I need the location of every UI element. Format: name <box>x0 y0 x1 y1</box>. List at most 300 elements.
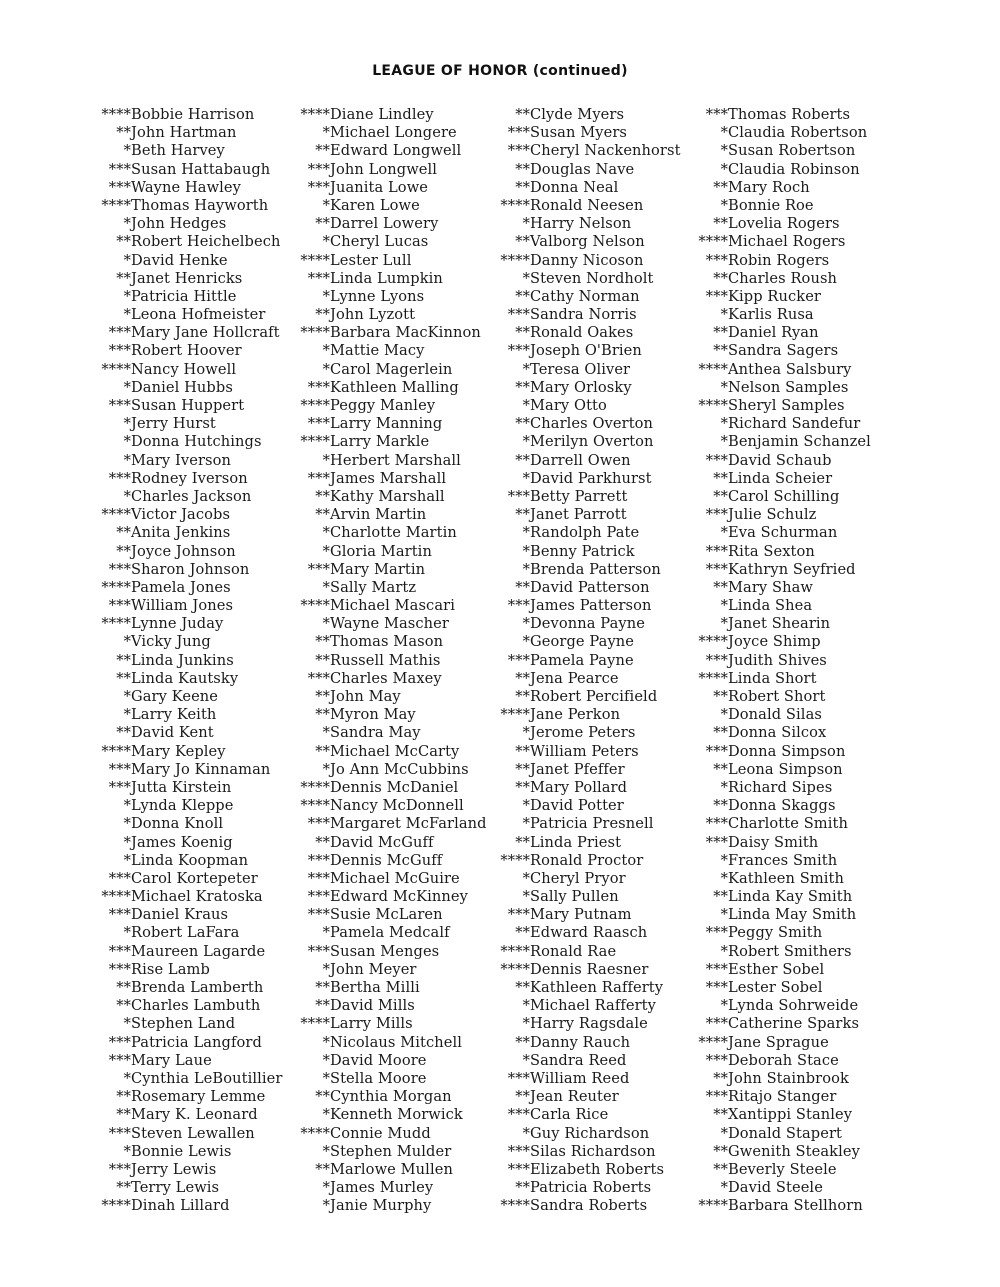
honor-stars: *** <box>507 1160 530 1178</box>
honor-stars: * <box>720 869 728 887</box>
honor-list-item <box>93 652 282 670</box>
honor-name: Rodney Iverson <box>131 469 248 487</box>
honor-name: Patricia Hittle <box>131 287 237 305</box>
honor-stars: * <box>322 124 330 142</box>
honor-stars: *** <box>705 815 728 833</box>
honor-list-item <box>690 470 871 488</box>
honor-list-item <box>93 215 282 233</box>
honor-name: Kathy Marshall <box>330 487 445 505</box>
honor-list-item <box>93 797 282 815</box>
honor-stars: *** <box>307 888 330 906</box>
honor-name: Donald Silas <box>728 706 822 724</box>
honor-list-item <box>292 1106 487 1124</box>
honor-name: John May <box>330 688 401 705</box>
honor-name: Sharon Johnson <box>131 560 250 578</box>
honor-stars: * <box>322 451 330 469</box>
honor-stars: *** <box>108 1124 131 1142</box>
honor-stars: ** <box>315 651 330 669</box>
honor-list-item <box>690 488 871 506</box>
honor-stars: **** <box>300 433 330 451</box>
honor-list-item <box>492 270 681 288</box>
honor-name: Sally Pullen <box>530 888 619 906</box>
honor-stars: **** <box>698 360 728 378</box>
honor-list-item <box>292 1088 487 1106</box>
honor-list-item <box>492 342 681 360</box>
honor-name: Harry Nelson <box>530 215 632 233</box>
honor-stars: ** <box>315 997 330 1015</box>
honor-stars: ** <box>515 578 530 596</box>
honor-stars: **** <box>300 1124 330 1142</box>
honor-name: Kathleen Smith <box>728 869 845 887</box>
honor-list-item <box>492 1197 681 1215</box>
honor-list-item <box>93 906 282 924</box>
honor-list-item <box>292 270 487 288</box>
honor-name: Sandra Reed <box>530 1051 627 1069</box>
honor-name: Robert Short <box>728 688 826 705</box>
honor-stars: ** <box>116 1179 131 1197</box>
honor-list-item <box>492 106 681 124</box>
honor-stars: * <box>123 287 131 305</box>
honor-name: Michael McCarty <box>330 742 460 760</box>
honor-list-item <box>690 688 871 706</box>
honor-stars: **** <box>300 1015 330 1033</box>
honor-name: Donna Skaggs <box>728 797 836 815</box>
honor-list-item <box>292 688 487 706</box>
honor-stars: *** <box>307 415 330 433</box>
honor-list-item <box>492 1106 681 1124</box>
honor-name: Maureen Lagarde <box>131 942 266 960</box>
honor-list-item <box>93 342 282 360</box>
honor-name: Donna Hutchings <box>131 433 262 451</box>
honor-stars: *** <box>108 1160 131 1178</box>
honor-list-item <box>690 924 871 942</box>
honor-stars: ** <box>713 215 728 233</box>
honor-stars: ** <box>713 888 728 906</box>
honor-list-item <box>690 361 871 379</box>
honor-stars: * <box>123 924 131 942</box>
honor-stars: *** <box>108 778 131 796</box>
honor-stars: **** <box>101 106 131 123</box>
honor-name: John Lyzott <box>330 306 416 324</box>
honor-name: Carol Magerlein <box>330 360 453 378</box>
honor-stars: ** <box>713 724 728 742</box>
honor-name: Gloria Martin <box>330 542 432 560</box>
honor-name: Sally Martz <box>330 578 417 596</box>
honor-list-item <box>492 779 681 797</box>
honor-stars: ** <box>116 124 131 142</box>
honor-name: Danny Rauch <box>530 1033 631 1051</box>
honor-name: Edward Raasch <box>530 924 648 942</box>
honor-stars: ** <box>515 1088 530 1106</box>
honor-name: Mary Roch <box>728 178 810 196</box>
honor-name: Sandra May <box>330 724 421 742</box>
honor-list-item <box>492 906 681 924</box>
honor-list-item <box>690 979 871 997</box>
honor-stars: * <box>322 760 330 778</box>
honor-stars: * <box>322 233 330 251</box>
honor-name: Joseph O'Brien <box>530 342 642 360</box>
honor-list-item <box>292 797 487 815</box>
honor-name: Jutta Kirstein <box>131 778 232 796</box>
honor-list-item <box>93 1179 282 1197</box>
honor-list-item <box>93 706 282 724</box>
honor-name: Charles Jackson <box>131 487 252 505</box>
honor-stars: ** <box>315 506 330 524</box>
honor-name: Janet Pfeffer <box>530 760 625 778</box>
honor-name: Darrel Lowery <box>330 215 439 233</box>
honor-name: Myron May <box>330 706 416 724</box>
honor-list-item <box>292 615 487 633</box>
honor-stars: *** <box>705 1015 728 1033</box>
honor-name: Douglas Nave <box>530 160 635 178</box>
honor-name: Nicolaus Mitchell <box>330 1033 463 1051</box>
honor-list-item <box>93 1015 282 1033</box>
honor-list-item <box>492 124 681 142</box>
honor-name: Silas Richardson <box>530 1142 656 1160</box>
honor-list-item <box>690 379 871 397</box>
honor-name: Lynne Lyons <box>330 287 425 305</box>
honor-name: Pamela Payne <box>530 651 634 669</box>
honor-list-item <box>93 433 282 451</box>
honor-list-item <box>492 761 681 779</box>
honor-stars: *** <box>705 979 728 996</box>
honor-stars: *** <box>705 542 728 560</box>
honor-name: Margaret McFarland <box>330 815 487 833</box>
honor-name: Lynne Juday <box>131 615 224 633</box>
honor-list-item <box>93 379 282 397</box>
honor-list-item <box>292 943 487 961</box>
honor-name: Susan Huppert <box>131 397 245 414</box>
honor-name: Janie Murphy <box>330 1197 432 1215</box>
honor-name: David McGuff <box>330 833 434 851</box>
honor-list-item <box>93 1088 282 1106</box>
honor-name: Dennis McDaniel <box>330 778 459 796</box>
honor-list-item <box>492 834 681 852</box>
honor-name: Edward Longwell <box>330 142 462 160</box>
honor-name: Robert Hoover <box>131 342 242 360</box>
honor-stars: ** <box>116 651 131 669</box>
honor-list-item <box>93 1197 282 1215</box>
honor-name: Cheryl Pryor <box>530 869 626 887</box>
honor-name: James Marshall <box>330 469 447 487</box>
honor-name: Anita Jenkins <box>131 524 231 542</box>
honor-name: Susan Myers <box>530 124 628 142</box>
honor-name: Anthea Salsbury <box>728 360 852 378</box>
honor-list-item <box>690 961 871 979</box>
honor-name: John Meyer <box>330 960 417 978</box>
honor-list-item <box>292 761 487 779</box>
honor-list-item <box>292 579 487 597</box>
honor-list-item <box>690 179 871 197</box>
honor-stars: ** <box>315 742 330 760</box>
honor-stars: * <box>720 433 728 451</box>
honor-name: Daniel Hubbs <box>131 378 233 396</box>
honor-stars: *** <box>705 1088 728 1106</box>
honor-name: Linda Scheier <box>728 469 833 487</box>
honor-list-item <box>690 433 871 451</box>
honor-name: Janet Henricks <box>131 269 243 287</box>
honor-list-item <box>292 288 487 306</box>
honor-stars: ** <box>315 306 330 324</box>
honor-name: Susan Menges <box>330 942 440 960</box>
honor-stars: ** <box>315 706 330 724</box>
honor-stars: ** <box>713 342 728 360</box>
honor-list-item <box>492 543 681 561</box>
honor-name: Janet Parrott <box>530 506 627 524</box>
honor-stars: ** <box>315 688 330 705</box>
honor-name: Linda Koopman <box>131 851 249 869</box>
honor-stars: * <box>322 360 330 378</box>
honor-list-item <box>690 252 871 270</box>
honor-stars: *** <box>307 942 330 960</box>
honor-stars: ** <box>515 760 530 778</box>
honor-list-item <box>292 870 487 888</box>
honor-stars: * <box>322 196 330 214</box>
honor-list-item <box>292 197 487 215</box>
honor-name: Ronald Rae <box>530 942 617 960</box>
honor-list-item <box>492 652 681 670</box>
honor-stars: * <box>322 1069 330 1087</box>
honor-list-item <box>690 870 871 888</box>
honor-name: Robert Smithers <box>728 942 852 960</box>
honor-stars: * <box>123 1069 131 1087</box>
honor-stars: *** <box>705 651 728 669</box>
honor-stars: ** <box>515 778 530 796</box>
honor-stars: ** <box>713 269 728 287</box>
honor-list-item <box>292 724 487 742</box>
honor-list-item <box>492 706 681 724</box>
honor-stars: **** <box>101 888 131 906</box>
honor-stars: * <box>522 869 530 887</box>
honor-list-item <box>292 1070 487 1088</box>
honor-stars: * <box>123 706 131 724</box>
honor-list-item <box>292 779 487 797</box>
honor-list-item <box>93 415 282 433</box>
honor-stars: **** <box>500 960 530 978</box>
honor-list-item <box>292 888 487 906</box>
honor-list-item <box>292 415 487 433</box>
honor-stars: *** <box>705 106 728 123</box>
honor-list-item <box>292 706 487 724</box>
honor-list-item <box>93 1070 282 1088</box>
honor-name: Daisy Smith <box>728 833 819 851</box>
honor-name: Claudia Robertson <box>728 124 868 142</box>
honor-stars: **** <box>698 633 728 651</box>
honor-stars: *** <box>705 506 728 524</box>
honor-stars: ** <box>515 415 530 433</box>
honor-name: Mary Jane Hollcraft <box>131 324 280 342</box>
honor-name: Robert LaFara <box>131 924 240 942</box>
honor-name: David Potter <box>530 797 624 815</box>
honor-name: Thomas Mason <box>330 633 444 651</box>
honor-name: David Kent <box>131 724 214 742</box>
honor-stars: * <box>720 124 728 142</box>
honor-stars: ** <box>515 106 530 123</box>
honor-name: Jean Reuter <box>530 1088 619 1106</box>
honor-list-item <box>690 197 871 215</box>
honor-name: James Koenig <box>131 833 233 851</box>
honor-list-item <box>93 1106 282 1124</box>
honor-list-item <box>292 597 487 615</box>
honor-name: Kenneth Morwick <box>330 1106 463 1124</box>
honor-stars: *** <box>307 669 330 687</box>
honor-name: Nelson Samples <box>728 378 849 396</box>
honor-name: Donna Knoll <box>131 815 224 833</box>
honor-list-item <box>292 470 487 488</box>
name-column-2 <box>292 106 487 1215</box>
honor-list-item <box>292 1179 487 1197</box>
honor-stars: ** <box>315 142 330 160</box>
honor-name: Catherine Sparks <box>728 1015 860 1033</box>
honor-stars: *** <box>705 1051 728 1069</box>
honor-list-item <box>292 342 487 360</box>
honor-name: Edward McKinney <box>330 888 469 906</box>
honor-list-item <box>292 834 487 852</box>
honor-stars: **** <box>698 1197 728 1215</box>
honor-stars: * <box>322 524 330 542</box>
honor-stars: *** <box>108 178 131 196</box>
honor-name: Marlowe Mullen <box>330 1160 453 1178</box>
honor-stars: *** <box>307 178 330 196</box>
honor-list-item <box>93 761 282 779</box>
honor-list-item <box>492 306 681 324</box>
honor-list-item <box>93 233 282 251</box>
honor-stars: *** <box>705 742 728 760</box>
honor-stars: * <box>522 815 530 833</box>
honor-stars: * <box>123 142 131 160</box>
honor-stars: *** <box>108 397 131 414</box>
honor-list-item <box>492 997 681 1015</box>
honor-name: Susie McLaren <box>330 906 443 924</box>
honor-list-item <box>492 215 681 233</box>
honor-list-item <box>93 124 282 142</box>
honor-name: Ronald Neesen <box>530 196 644 214</box>
honor-stars: *** <box>507 1106 530 1124</box>
honor-stars: * <box>522 524 530 542</box>
honor-list-item <box>292 324 487 342</box>
honor-list-item <box>690 852 871 870</box>
honor-stars: ** <box>515 506 530 524</box>
honor-list-item <box>93 597 282 615</box>
honor-list-item <box>292 561 487 579</box>
honor-list-item <box>93 1034 282 1052</box>
honor-stars: ** <box>515 924 530 942</box>
honor-stars: ** <box>116 1106 131 1124</box>
honor-list-item <box>690 815 871 833</box>
honor-list-item <box>292 488 487 506</box>
honor-list-item <box>690 906 871 924</box>
honor-name: Sandra Roberts <box>530 1197 648 1215</box>
honor-list-item <box>292 815 487 833</box>
honor-name: Merilyn Overton <box>530 433 654 451</box>
honor-name: Karlis Rusa <box>728 306 814 324</box>
honor-name: Kathryn Seyfried <box>728 560 856 578</box>
honor-stars: **** <box>300 106 330 123</box>
honor-list-item <box>93 543 282 561</box>
honor-list-item <box>690 579 871 597</box>
honor-stars: ** <box>515 1033 530 1051</box>
honor-list-item <box>492 288 681 306</box>
honor-name: Guy Richardson <box>530 1124 650 1142</box>
honor-stars: * <box>322 615 330 633</box>
honor-list-item <box>492 252 681 270</box>
honor-name: Ronald Oakes <box>530 324 634 342</box>
honor-name: Charlotte Smith <box>728 815 848 833</box>
honor-list-item <box>690 106 871 124</box>
honor-stars: **** <box>101 578 131 596</box>
honor-name: Linda Kautsky <box>131 669 239 687</box>
honor-stars: * <box>720 997 728 1015</box>
honor-list-item <box>93 670 282 688</box>
honor-list-item <box>492 524 681 542</box>
honor-name: Cathy Norman <box>530 287 640 305</box>
honor-list-item <box>492 724 681 742</box>
honor-list-item <box>93 924 282 942</box>
honor-stars: **** <box>300 778 330 796</box>
honor-stars: *** <box>705 287 728 305</box>
honor-stars: * <box>720 1179 728 1197</box>
honor-stars: * <box>720 615 728 633</box>
honor-stars: **** <box>698 233 728 251</box>
honor-name: Betty Parrett <box>530 487 628 505</box>
honor-list-item <box>292 652 487 670</box>
honor-stars: * <box>720 378 728 396</box>
honor-name: Peggy Manley <box>330 397 436 414</box>
honor-name: Mary Laue <box>131 1051 212 1069</box>
honor-stars: **** <box>500 706 530 724</box>
honor-stars: **** <box>101 1197 131 1215</box>
honor-stars: * <box>720 196 728 214</box>
honor-list-item <box>292 524 487 542</box>
honor-stars: * <box>322 578 330 596</box>
honor-stars: *** <box>307 851 330 869</box>
honor-stars: *** <box>307 815 330 833</box>
honor-name: Kathleen Rafferty <box>530 979 664 996</box>
honor-list-item <box>93 779 282 797</box>
honor-stars: **** <box>698 1033 728 1051</box>
honor-name: Mary Jo Kinnaman <box>131 760 271 778</box>
honor-list-item <box>690 1143 871 1161</box>
honor-name: Patricia Langford <box>131 1033 262 1051</box>
honor-name: Rosemary Lemme <box>131 1088 266 1106</box>
honor-list-item <box>93 142 282 160</box>
honor-name: Arvin Martin <box>330 506 427 524</box>
honor-name: Mary Putnam <box>530 906 632 924</box>
honor-stars: **** <box>300 797 330 815</box>
honor-list-item <box>492 379 681 397</box>
honor-list-item <box>690 797 871 815</box>
honor-stars: * <box>322 1051 330 1069</box>
honor-list-item <box>292 252 487 270</box>
honor-name: Linda Junkins <box>131 651 234 669</box>
honor-stars: * <box>123 378 131 396</box>
honor-list-item <box>93 561 282 579</box>
honor-stars: *** <box>108 342 131 360</box>
honor-list-item <box>492 797 681 815</box>
honor-name: Devonna Payne <box>530 615 645 633</box>
honor-stars: **** <box>500 851 530 869</box>
honor-list-item <box>690 397 871 415</box>
honor-stars: **** <box>698 397 728 414</box>
honor-list-item <box>292 506 487 524</box>
honor-name: Bertha Milli <box>330 979 420 996</box>
honor-stars: ** <box>116 669 131 687</box>
honor-name: John Hartman <box>131 124 237 142</box>
honor-name: David Parkhurst <box>530 469 652 487</box>
honor-list-item <box>292 397 487 415</box>
honor-stars: **** <box>101 742 131 760</box>
honor-list-item <box>292 1161 487 1179</box>
